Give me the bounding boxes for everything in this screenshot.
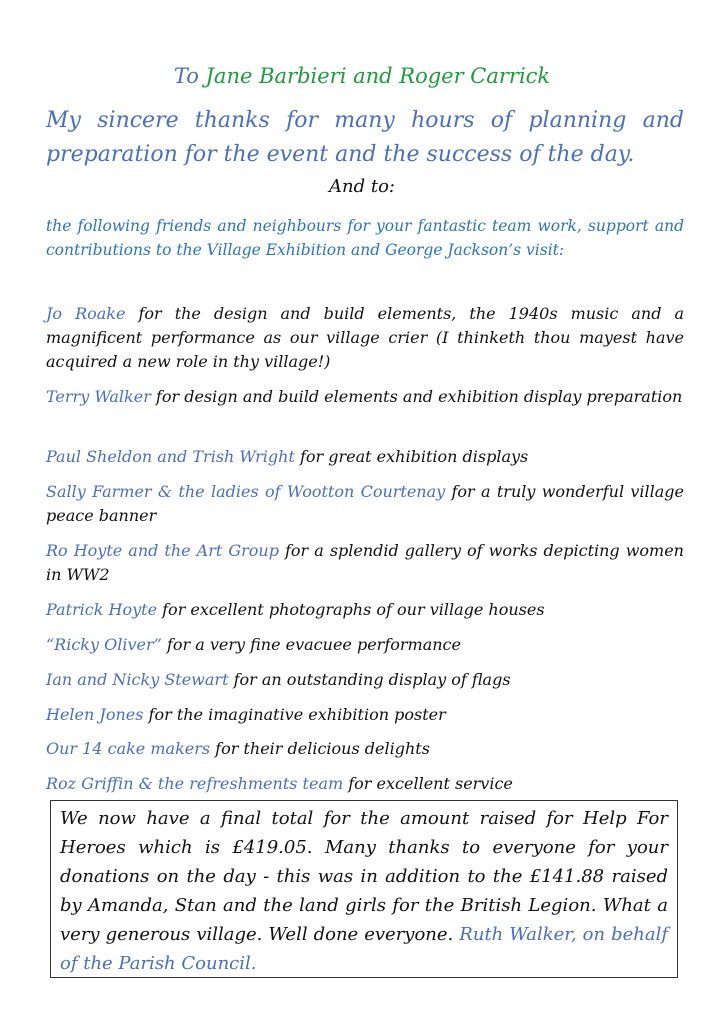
contribution-text: for excellent service	[343, 774, 513, 793]
acknowledgement-item	[46, 668, 684, 692]
acknowledgement-item	[46, 480, 684, 528]
contributor-name: Paul Sheldon and Trish Wright	[46, 447, 295, 466]
contribution-text: for their delicious delights	[210, 739, 430, 758]
contribution-text: for a truly wonderful village peace banner	[46, 482, 685, 525]
acknowledgement-item	[46, 385, 684, 409]
fundraising-total-box	[50, 800, 678, 978]
contribution-text: for the imaginative exhibition poster	[143, 705, 446, 724]
and-to-heading: And to:	[329, 176, 395, 197]
contribution-text: for an outstanding display of flags	[228, 670, 511, 689]
fundraising-message	[60, 804, 668, 978]
contribution-text: for design and build elements and exhibition display preparation	[150, 387, 683, 406]
contributor-name: “Ricky Oliver”	[46, 635, 162, 654]
acknowledgement-item	[46, 445, 684, 469]
to-prefix: To	[173, 64, 206, 88]
acknowledgement-item	[46, 772, 684, 796]
acknowledgement-item	[46, 539, 684, 587]
contribution-text: for the design and build elements, the 1940s music and a magnificent performance as our village crier (I thinketh thou mayest have acquired a new role in thy village!)	[46, 304, 685, 371]
contributor-name: Ro Hoyte and the Art Group	[46, 541, 279, 560]
fundraising-text: We now have a final total for the amount raised for Help For Heroes which is £419.05. Many thanks to everyone for your donations on the day - this was in addition to the £141.88 raised by Amanda, Stan and the land girls for the British Legion. What a very generous village. Well done everyone.	[60, 808, 668, 945]
contribution-text: for excellent photographs of our village houses	[157, 600, 545, 619]
contributor-name: Our 14 cake makers	[46, 739, 211, 758]
contributor-name: Helen Jones	[46, 705, 144, 724]
contribution-text: for great exhibition displays	[294, 447, 529, 466]
thanks-paragraph: My sincere thanks for many hours of planning and preparation for the event and the success of the day.	[46, 108, 684, 167]
contributor-name: Jo Roake	[46, 304, 126, 323]
addressee-names: Jane Barbieri and Roger Carrick	[205, 64, 551, 88]
addressee-line	[0, 64, 724, 88]
contributor-name: Terry Walker	[46, 387, 151, 406]
acknowledgement-item	[46, 302, 684, 374]
acknowledgement-item	[46, 737, 684, 761]
acknowledgement-item	[46, 703, 684, 727]
contributor-name: Roz Griffin & the refreshments team	[46, 774, 344, 793]
contributor-name: Ian and Nicky Stewart	[46, 670, 229, 689]
acknowledgement-item	[46, 633, 684, 657]
contribution-text: for a very fine evacuee performance	[161, 635, 461, 654]
contribution-text: for a splendid gallery of works depicting women in WW2	[46, 541, 684, 584]
signature: Ruth Walker, on behalf of the Parish Council.	[60, 924, 668, 974]
intro-paragraph: the following friends and neighbours for your fantastic team work, support and contributions to the Village Exhibition and George Jackson’s visit:	[46, 217, 684, 259]
acknowledgement-item	[46, 598, 684, 622]
contributor-name: Sally Farmer & the ladies of Wootton Courtenay	[46, 482, 446, 501]
contributor-name: Patrick Hoyte	[46, 600, 158, 619]
